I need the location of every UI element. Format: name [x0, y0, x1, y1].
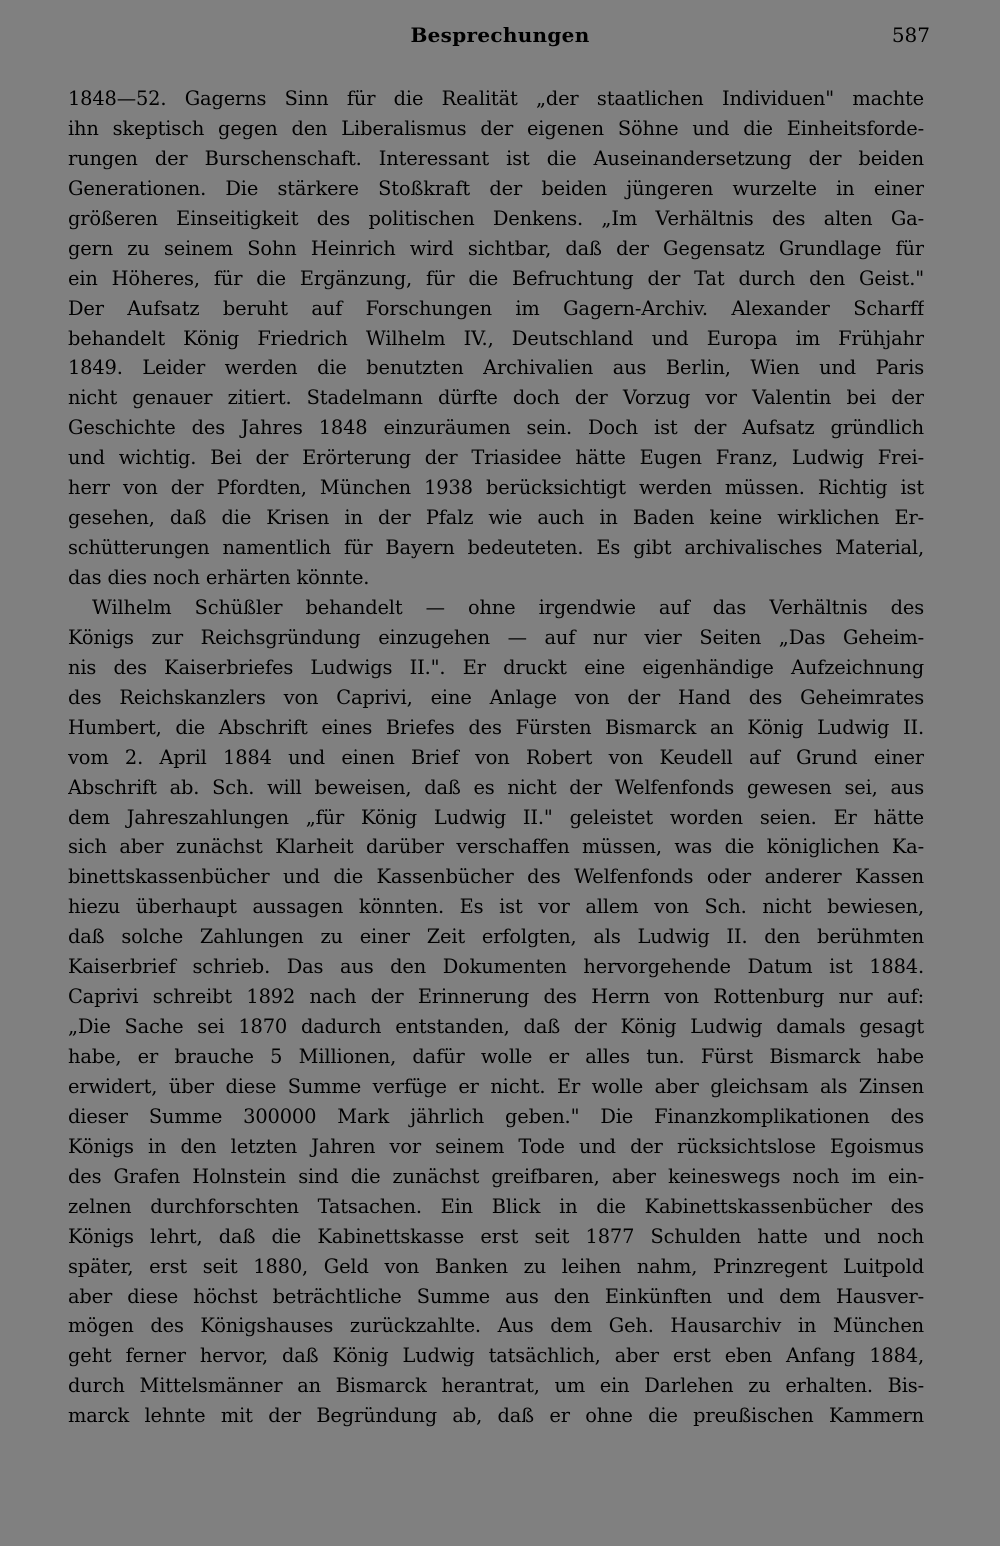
- text-line: binettskassenbücher und die Kassenbücher des Welfenfonds oder anderer Kassen: [68, 865, 924, 889]
- text-line: des Grafen Holnstein sind die zunächst greifbaren, aber keineswegs noch im ein-: [68, 1164, 924, 1188]
- text-line: habe, er brauche 5 Millionen, dafür wolle er alles tun. Fürst Bismarck habe: [68, 1045, 924, 1068]
- text-line: durch Mittelsmänner an Bismarck herantrat, um ein Darlehen zu erhalten. Bis-: [68, 1374, 924, 1398]
- text-line: das dies noch erhärten könnte.: [68, 566, 370, 589]
- text-line: behandelt König Friedrich Wilhelm IV., Deutschland und Europa im Frühjahr: [68, 326, 924, 350]
- text-line: Caprivi schreibt 1892 nach der Erinnerung des Herrn von Rottenburg nur auf:: [68, 985, 924, 1009]
- text-line: Königs lehrt, daß die Kabinettskasse erst seit 1877 Schulden hatte und noch: [68, 1224, 924, 1248]
- text-line: Kaiserbrief schrieb. Das aus den Dokumenten hervorgehende Datum ist 1884.: [68, 955, 924, 979]
- text-line: Abschrift ab. Sch. will beweisen, daß es nicht der Welfenfonds gewesen sei, aus: [68, 775, 924, 799]
- text-line: aber diese höchst beträchtliche Summe aus den Einkünften und dem Hausver-: [68, 1284, 924, 1308]
- text-line: geht ferner hervor, daß König Ludwig tatsächlich, aber erst eben Anfang 1884,: [68, 1344, 924, 1368]
- text-line: [68, 1431, 924, 1461]
- text-line: später, erst seit 1880, Geld von Banken zu leihen nahm, Prinzregent Luitpold: [68, 1254, 924, 1278]
- text-line: ihn skeptisch gegen den Liberalismus der eigenen Söhne und die Einheitsforde-: [68, 116, 924, 140]
- text-line: Geschichte des Jahres 1848 einzuräumen sein. Doch ist der Aufsatz gründlich: [68, 416, 924, 440]
- text-line: und wichtig. Bei der Erörterung der Triasidee hätte Eugen Franz, Ludwig Frei-: [68, 446, 924, 470]
- text-line: „Die Sache sei 1870 dadurch entstanden, daß der König Ludwig damals gesagt: [68, 1015, 924, 1039]
- running-header: [68, 22, 932, 48]
- header-title: Besprechungen: [410, 23, 590, 47]
- text-line: Der Aufsatz beruht auf Forschungen im Gagern-Archiv. Alexander Scharff: [68, 296, 924, 320]
- text-line: vom 2. April 1884 und einen Brief von Robert von Keudell auf Grund einer: [68, 745, 924, 769]
- text-line: daß solche Zahlungen zu einer Zeit erfolgten, als Ludwig II. den berühmten: [68, 925, 924, 949]
- text-line: Königs in den letzten Jahren vor seinem Tode und der rücksichtslose Egoismus: [68, 1134, 924, 1158]
- text-line: Humbert, die Abschrift eines Briefes des Fürsten Bismarck an König Ludwig II.: [68, 715, 924, 739]
- text-line: zelnen durchforschten Tatsachen. Ein Blick in die Kabinettskassenbücher des: [68, 1194, 924, 1218]
- text-line: Wilhelm Schüßler behandelt — ohne irgendwie auf das Verhältnis des: [92, 595, 924, 619]
- text-line: erwidert, über diese Summe verfüge er nicht. Er wolle aber gleichsam als Zinsen: [68, 1074, 924, 1098]
- body-text: [68, 84, 924, 1461]
- text-line: rungen der Burschenschaft. Interessant ist die Auseinandersetzung der beiden: [68, 146, 924, 170]
- text-line: nis des Kaiserbriefes Ludwigs II.". Er druckt eine eigenhändige Aufzeichnung: [68, 655, 924, 679]
- text-line: nicht genauer zitiert. Stadelmann dürfte doch der Vorzug vor Valentin bei der: [68, 386, 924, 410]
- text-line: dem Jahreszahlungen „für König Ludwig II." geleistet worden seien. Er hätte: [68, 805, 924, 829]
- text-line: hiezu überhaupt aussagen könnten. Es ist vor allem von Sch. nicht bewiesen,: [68, 895, 924, 919]
- text-line: größeren Einseitigkeit des politischen Denkens. „Im Verhältnis des alten Ga-: [68, 206, 924, 230]
- text-line: des Reichskanzlers von Caprivi, eine Anlage von der Hand des Geheimrates: [68, 685, 924, 709]
- text-line: gesehen, daß die Krisen in der Pfalz wie auch in Baden keine wirklichen Er-: [68, 506, 924, 530]
- text-line: 1849. Leider werden die benutzten Archivalien aus Berlin, Wien und Paris: [68, 356, 924, 380]
- text-line: schütterungen namentlich für Bayern bedeuteten. Es gibt archivalisches Material,: [68, 536, 924, 560]
- text-line: dieser Summe 300000 Mark jährlich geben." Die Finanzkomplikationen des: [68, 1104, 924, 1128]
- text-line: sich aber zunächst Klarheit darüber verschaffen müssen, was die königlichen Ka-: [68, 835, 924, 859]
- text-line: Generationen. Die stärkere Stoßkraft der beiden jüngeren wurzelte in einer: [68, 176, 924, 200]
- text-line: gern zu seinem Sohn Heinrich wird sichtbar, daß der Gegensatz Grundlage für: [68, 236, 924, 260]
- text-line: Königs zur Reichsgründung einzugehen — auf nur vier Seiten „Das Geheim-: [68, 625, 924, 649]
- page-number: 587: [891, 23, 930, 47]
- text-line: 1848—52. Gagerns Sinn für die Realität „der staatlichen Individuen" machte: [68, 87, 924, 110]
- text-line: herr von der Pfordten, München 1938 berücksichtigt werden müssen. Richtig ist: [68, 476, 924, 500]
- text-line: marck lehnte mit der Begründung ab, daß er ohne die preußischen Kammern: [68, 1404, 924, 1428]
- text-line: ein Höheres, für die Ergänzung, für die Befruchtung der Tat durch den Geist.": [68, 266, 924, 290]
- text-line: mögen des Königshauses zurückzahlte. Aus dem Geh. Hausarchiv in München: [68, 1314, 924, 1338]
